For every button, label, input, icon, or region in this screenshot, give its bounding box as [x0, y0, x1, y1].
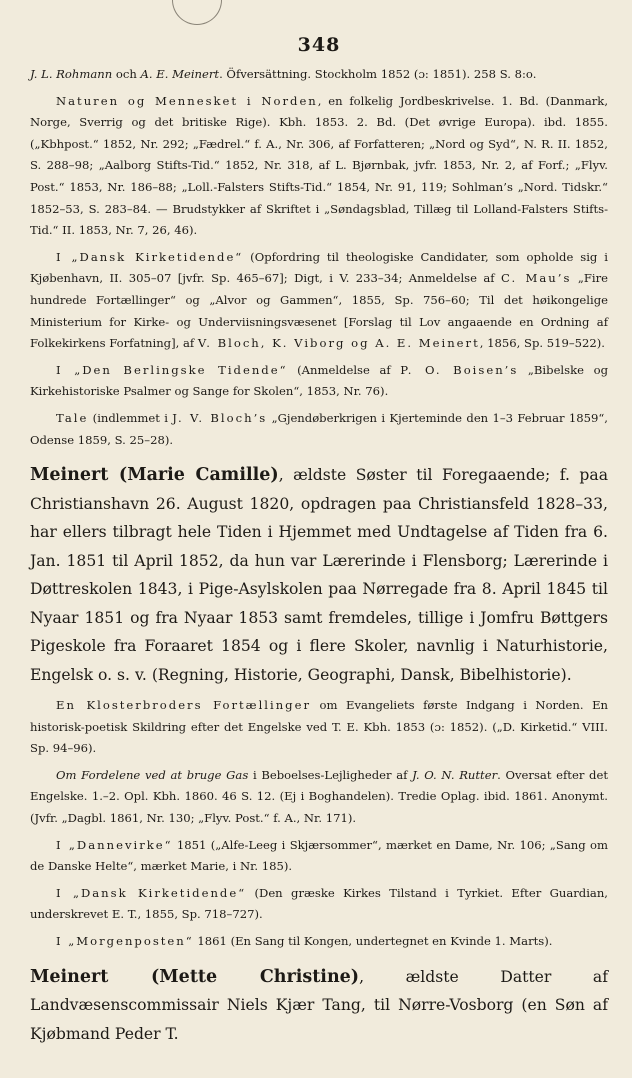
text-segment: i Beboelses-Lejligheder af — [248, 767, 413, 782]
text-segment: En Klosterbroders Fortællinger — [56, 698, 311, 713]
text-segment: C. Mau’s — [500, 271, 572, 286]
entry-paragraph-dannevirke — [30, 835, 608, 878]
entry-heading-mette-heading — [30, 963, 608, 1049]
entry-paragraph-kirketidende — [30, 247, 608, 355]
text-segment: Naturen og Mennesket i Norden — [56, 93, 318, 108]
text-segment: Om Fordelene ved at bruge Gas — [56, 767, 249, 782]
text-segment: 1851 („Alfe-Leeg i Skjærsommer“, mærket en Dame, Nr. 106; „Sang om de Danske Helte“, mærket Marie, i Nr. 185). — [30, 837, 609, 874]
text-segment: , ældste Datter af Landvæsenscommissair Niels Kjær Tang, til Nørre-Vosborg (en Søn af Kjøbmand Peder T. — [30, 967, 608, 1043]
text-segment: (Anmeldelse af — [287, 362, 401, 377]
text-segment: J. O. N. Rutter — [412, 767, 498, 782]
text-segment: . Oversat efter det Engelske. 1.–2. Opl. Kbh. 1860. 46 S. 12. (Ej i Boghandelen). Tredie Oplag. ibid. 1861. Anonymt. (Jvfr. „Dagbl. 1861, Nr. 130; „Flyv. Post.“ f. A., Nr. 171). — [30, 767, 608, 826]
text-segment: , 1856, Sp. 519–522). — [479, 336, 605, 351]
text-segment: (Opfordring til theologiske Candidater, som opholde sig i Kjøbenhavn, II. 305–07 [jvfr. Sp. 465–67]; Digt, i V. 233–34; Anmeldelse af — [30, 249, 608, 286]
text-segment: , en folkelig Jordbeskrivelse. 1. Bd. (Danmark, Norge, Sverrig og det britiske Rige). Kbh. 1853. 2. Bd. (Det øvrige Europa). ibd. 1855. („Kbhpost.“ 1852, Nr. 292; „Fædrel.“ f. A., Nr. 306, af Forfatteren; „Nord og Syd“, N. R. II. 1852, S. 288–98; „Aalborg Stifts-Tid.“ 1852, Nr. 318, af L. Bjørnbak, jvfr. 1853, Nr. 2, af Forf.; „Flyv. Post.“ 1853, Nr. 186–88; „Loll.-Falsters Stifts-Tid.“ 1854, Nr. 91, 119; Sohlman’s „Nord. Tidskr.“ 1852–53, S. 283–84. — Brudstykker af Skriftet i „Søndagsblad, Tillæg til Lolland-Falsters Stifts-Tid.“ II. 1853, Nr. 7, 26, 46). — [30, 93, 609, 238]
text-segment: V. Bloch, K. Viborg og A. E. Meinert — [197, 336, 480, 351]
text-segment: „Gjendøberkrigen i Kjerteminde den 1–3 Februar 1859“, Odense 1859, S. 25–28). — [30, 410, 608, 447]
text-segment: Meinert (Marie Camille) — [30, 465, 279, 486]
text-segment: I „Dansk Kirketidende“ — [56, 885, 247, 900]
text-segment: , ældste Søster til Foregaaende; f. paa Christianshavn 26. August 1820, opdragen paa Christiansfeld 1828–33, har ellers tilbragt hele Tiden i Hjemmet med Undtagelse af Tiden fra 6. Jan. 1851 til April 1852, da hun var Lærerinde i Flensborg; Lærerinde i Døttreskolen 1843, i Pige-Asylskolen paa Nørregade fra 8. April 1845 til Nyaar 1851 og fra Nyaar 1853 samt fremdeles, tillige i Jomfru Bøttgers Pigeskole fra Foraaret 1854 og i flere Skoler, navnlig i Naturhistorie, Engelsk o. s. v. (Regning, Historie, Geographi, Dansk, Bibelhistorie). — [30, 466, 608, 684]
entry-heading-marie-heading — [30, 461, 608, 689]
text-segment: Tale — [56, 410, 89, 425]
text-segment: „Bibelske og Kirkehistoriske Psalmer og Sange for Skolen“, 1853, Nr. 76). — [30, 362, 608, 399]
text-segment: A. E. Meinert — [140, 67, 220, 81]
text-segment: P. O. Boisen’s — [400, 362, 519, 377]
text-segment: I „Den Berlingske Tidende“ — [56, 362, 288, 377]
entry-paragraph-klosterbroder — [30, 695, 608, 760]
text-segment: Meinert (Mette Christine) — [30, 966, 360, 987]
page-content — [30, 64, 608, 1048]
text-segment: . Öfversättning. Stockholm 1852 (ɔ: 1851). 258 S. 8:o. — [219, 67, 537, 81]
text-segment: J. V. Bloch’s — [172, 410, 268, 425]
text-segment: (Den græske Kirkes Tilstand i Tyrkiet. Efter Guardian, underskrevet E. T., 1855, Sp. 718–727). — [30, 885, 608, 922]
text-segment: J. L. Rohmann — [30, 67, 113, 81]
entry-paragraph-rohmann-ref — [30, 64, 608, 86]
text-segment: I „Morgenposten“ — [56, 934, 194, 949]
text-segment: och — [112, 67, 141, 81]
text-segment: (indlemmet i — [88, 410, 173, 425]
text-segment: 1861 (En Sang til Kongen, undertegnet en Kvinde 1. Marts). — [193, 934, 553, 949]
text-segment: I „Dansk Kirketidende“ — [56, 249, 244, 264]
text-segment: „Fire hundrede Fortællinger“ og „Alvor og Gammen“, 1855, Sp. 756–60; Til det høikongelige Ministerium for Kirke- og Underviisningsvæsenet [Forslag til Lov angaaende en Ordning af Folkekirkens Forfatning], af — [30, 271, 608, 351]
entry-paragraph-gas — [30, 765, 608, 830]
entry-paragraph-kirketidende2 — [30, 883, 608, 926]
entry-paragraph-tale — [30, 408, 608, 451]
page-number: 348 — [297, 34, 341, 56]
entry-paragraph-naturen — [30, 91, 608, 242]
text-segment: om Evangeliets første Indgang i Norden. En historisk-poetisk Skildring efter det Engelske ved T. E. Kbh. 1853 (ɔ: 1852). („D. Kirketid.“ VIII. Sp. 94–96). — [30, 698, 608, 756]
entry-paragraph-morgenposten — [30, 931, 608, 953]
text-segment: I „Dannevirke“ — [56, 837, 173, 852]
entry-paragraph-berlingske — [30, 360, 608, 403]
